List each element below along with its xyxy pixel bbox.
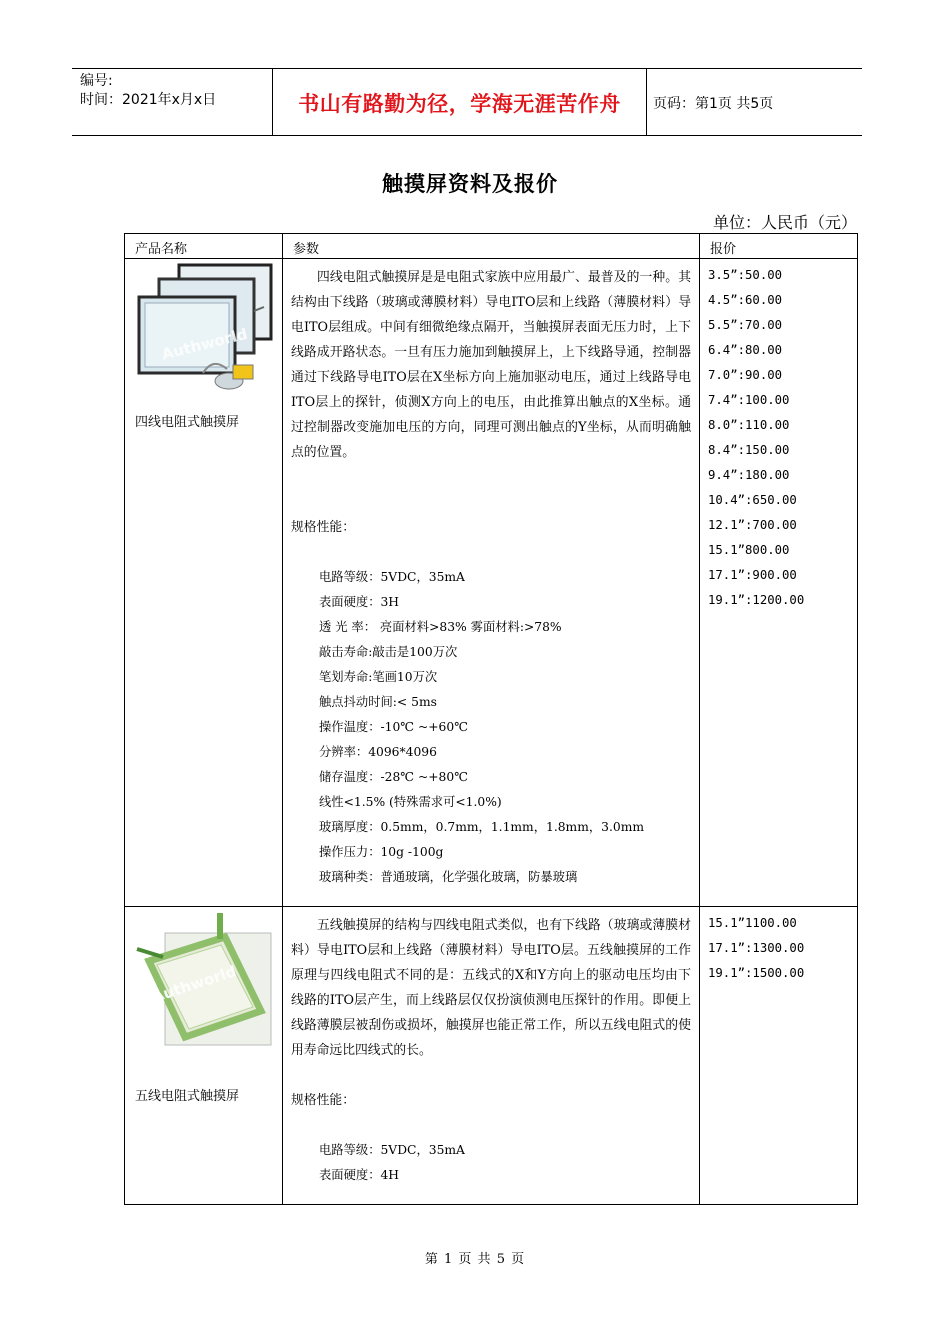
product-description: 四线电阻式触摸屏是是电阻式家族中应用最广、最普及的一种。其结构由下线路（玻璃或薄膜材料）导电ITO层和上线路（薄膜材料）导电ITO层组成。中间有细微绝缘点隔开，当触摸屏表面无压力时，上下线路成开路状态。一旦有压力施加到触摸屏上，上下线路导通，控制器通过下线路导电ITO层在X坐标方向上施加驱动电压，通过上线路导电ITO层上的探针，侦测X方向上的电压，由此推算出触点的X坐标。通过控制器改变施加电压的方向，同理可测出触点的Y坐标，从而明确触点的位置。: [291, 270, 691, 460]
header-page-label: 页码：第1页 共5页: [653, 96, 774, 112]
price-cell: [700, 907, 858, 1205]
spec-item: 表面硬度：4H: [319, 1168, 400, 1182]
price-item: 19.1”:1500.00: [708, 966, 805, 980]
product-cell: [125, 259, 283, 907]
price-item: 8.4”:150.00: [708, 443, 790, 457]
document-number-label: 编号:: [80, 73, 113, 89]
table-header-row: [125, 234, 858, 259]
product-table: [124, 233, 858, 1205]
price-item: 4.5”:60.00: [708, 293, 783, 307]
spec-item: 玻璃厚度：0.5mm，0.7mm，1.1mm，1.8mm，3.0mm: [319, 820, 645, 834]
price-item: 7.4”:100.00: [708, 393, 790, 407]
currency-unit: 单位：人民币（元）: [712, 213, 857, 232]
price-item: 6.4”:80.00: [708, 343, 783, 357]
spec-item: 电路等级：5VDC，35mA: [319, 1143, 465, 1157]
price-item: 17.1”:1300.00: [708, 941, 805, 955]
spec-item: 表面硬度：3H: [319, 595, 400, 609]
header-price: 报价: [700, 234, 858, 259]
page-header: [72, 68, 862, 136]
document-time-label: 时间：2021年x月x日: [80, 92, 217, 108]
spec-item: 敲击寿命:敲击是100万次: [319, 645, 458, 659]
product-cell: [125, 907, 283, 1205]
price-item: 10.4”:650.00: [708, 493, 797, 507]
spec-item: 操作温度：-10℃ ~+60℃: [319, 720, 468, 734]
page-footer: 第 1 页 共 5 页: [424, 1252, 526, 1267]
spec-title: 规格性能：: [291, 1093, 355, 1108]
price-item: 8.0”:110.00: [708, 418, 790, 432]
spec-item: 电路等级：5VDC，35mA: [319, 570, 465, 584]
header-product-name: 产品名称: [125, 234, 283, 259]
price-item: 3.5”:50.00: [708, 268, 783, 282]
spec-item: 触点抖动时间:< 5ms: [319, 695, 437, 709]
spec-title: 规格性能：: [291, 520, 355, 535]
watermark-text: Authworld: [149, 962, 239, 1007]
five-wire-touchscreen-image: [129, 907, 279, 1077]
document-title: 触摸屏资料及报价: [382, 172, 558, 196]
spec-item: 笔划寿命:笔画10万次: [319, 670, 438, 684]
price-item: 17.1”:900.00: [708, 568, 797, 582]
price-item: 15.1”1100.00: [708, 916, 797, 930]
spec-item: 玻璃种类：普通玻璃，化学强化玻璃，防暴玻璃: [319, 870, 578, 884]
price-item: 7.0”:90.00: [708, 368, 783, 382]
spec-item: 储存温度：-28℃ ~+80℃: [319, 770, 468, 784]
spec-item: 分辨率：4096*4096: [319, 745, 437, 759]
price-item: 9.4”:180.00: [708, 468, 790, 482]
four-wire-touchscreen-image: [129, 261, 279, 401]
header-motto: 书山有路勤为径，学海无涯苦作舟: [273, 69, 647, 135]
header-meta: [72, 69, 273, 135]
spec-item: 透 光 率： 亮面材料>83% 雾面材料:>78%: [319, 620, 562, 634]
price-item: 12.1”:700.00: [708, 518, 797, 532]
watermark-text: Authworld: [159, 324, 250, 364]
spec-item: 操作压力：10g -100g: [319, 845, 444, 859]
product-name: 五线电阻式触摸屏: [135, 1089, 240, 1104]
product-description: 五线触摸屏的结构与四线电阻式类似，也有下线路（玻璃或薄膜材料）导电ITO层和上线路（薄膜材料）导电ITO层。五线触摸屏的工作原理与四线电阻式不同的是：五线式的X和Y方向上的驱动电压均由下线路的ITO层产生，而上线路层仅仅扮演侦测电压探针的作用。即便上线路薄膜层被刮伤或损坏，触摸屏也能正常工作，所以五线电阻式的使用寿命远比四线式的长。: [291, 918, 691, 1058]
price-item: 15.1”800.00: [708, 543, 790, 557]
price-item: 19.1”:1200.00: [708, 593, 805, 607]
params-cell: [283, 907, 700, 1205]
price-cell: [700, 259, 858, 907]
params-cell: [283, 259, 700, 907]
header-params: 参数: [283, 234, 700, 259]
table-row: [125, 907, 858, 1205]
product-name: 四线电阻式触摸屏: [135, 415, 240, 430]
price-item: 5.5”:70.00: [708, 318, 783, 332]
spec-item: 线性<1.5% (特殊需求可<1.0%): [319, 795, 502, 809]
table-row: [125, 259, 858, 907]
